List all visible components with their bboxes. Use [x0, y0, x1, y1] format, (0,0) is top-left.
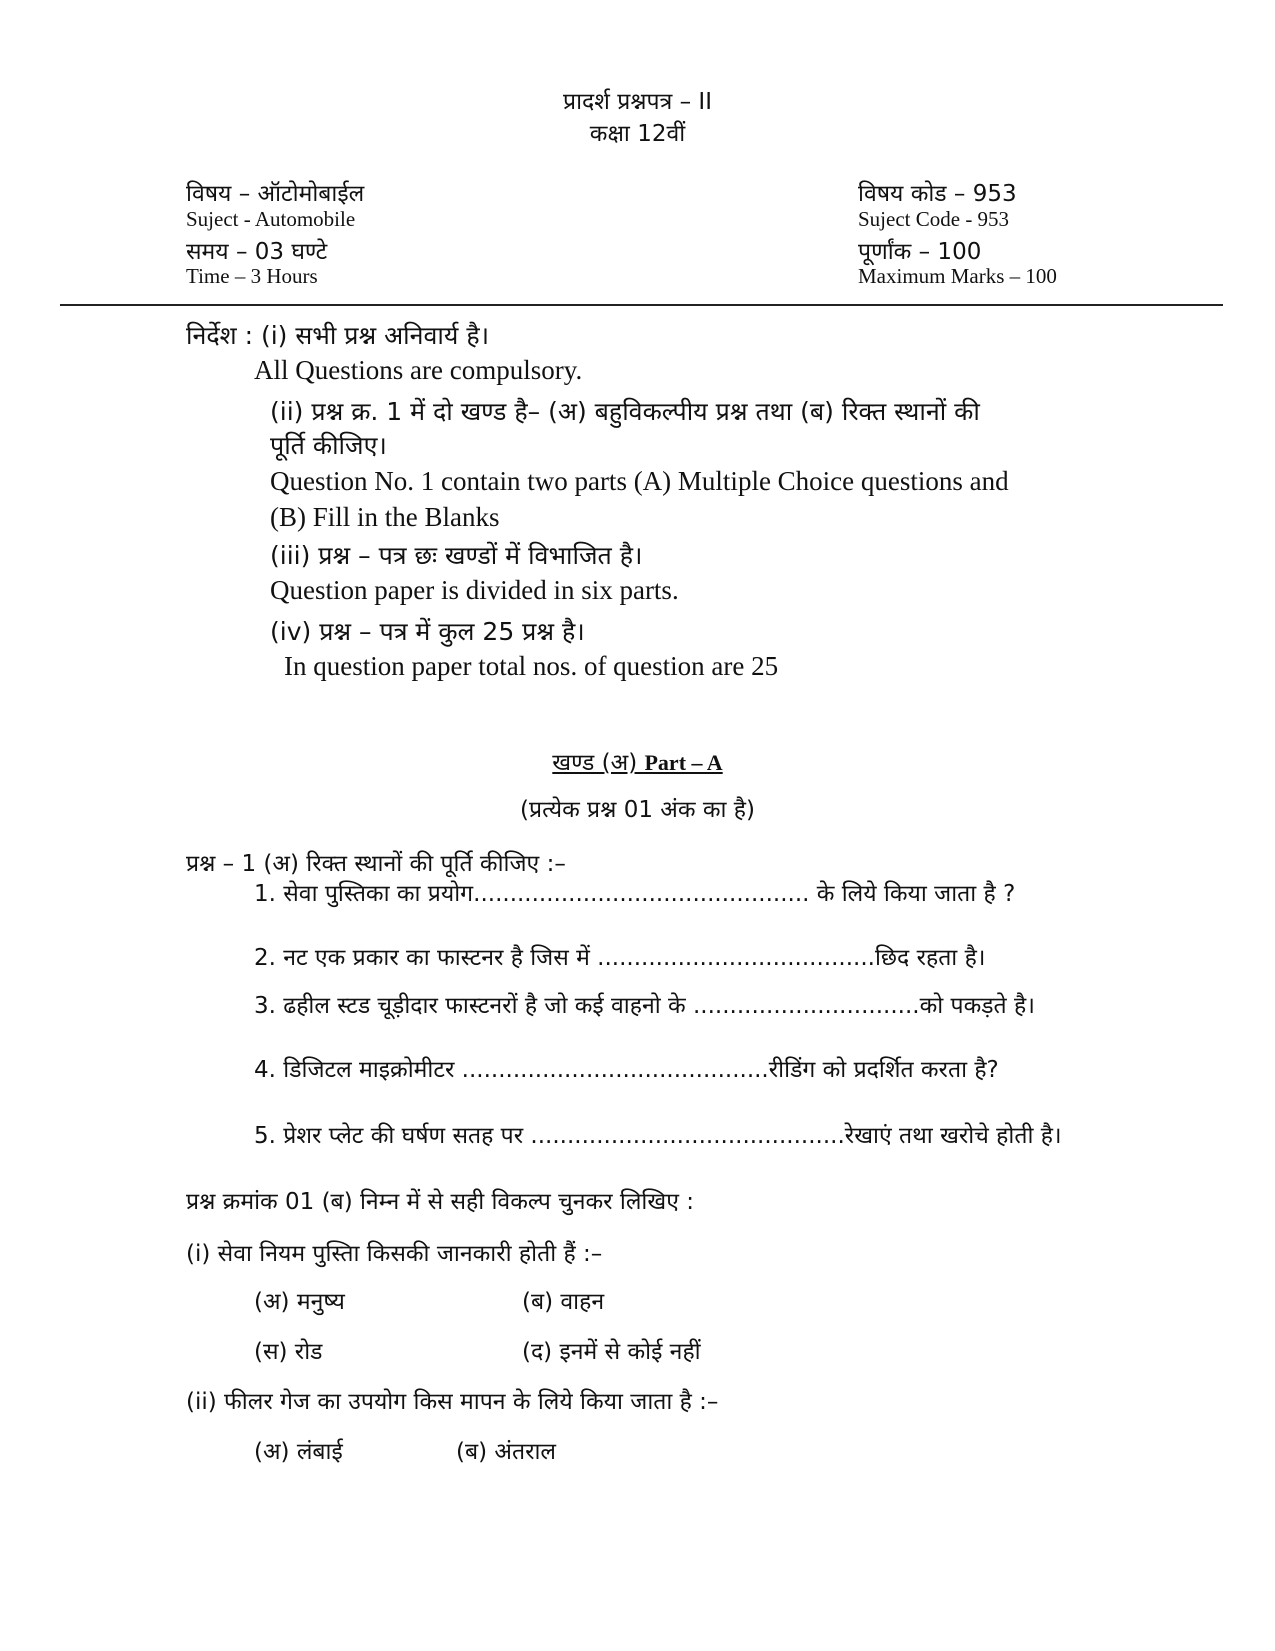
instruction-ii-english-line2: (B) Fill in the Blanks	[270, 502, 500, 532]
subject-code-hindi: विषय कोड – 953	[858, 181, 1017, 207]
part-a-title-english: Part – A	[644, 750, 723, 775]
q1b-i-option-c: (स) रोड	[254, 1339, 323, 1365]
header-divider	[60, 304, 1223, 306]
instruction-ii-hindi-line2: पूर्ति कीजिए।	[270, 431, 387, 460]
instruction-iv-hindi: (iv) प्रश्न – पत्र में कुल 25 प्रश्न है।	[270, 617, 585, 646]
q1b-question-ii: (ii) फीलर गेज का उपयोग किस मापन के लिये किया जाता है :–	[186, 1389, 719, 1415]
q1a-item-4: 4. डिजिटल माइक्रोमीटर ..........................................रीडिंग को प्रदर्शित करता है?	[254, 1057, 999, 1083]
subject-code-english: Suject Code - 953	[858, 207, 1010, 231]
subject-english: Suject - Automobile	[186, 207, 356, 231]
instruction-iv-english: In question paper total nos. of question are 25	[284, 651, 779, 681]
max-marks-hindi: पूर्णांक – 100	[858, 239, 982, 265]
q1a-item-3: 3. ढहील स्टड चूड़ीदार फास्टनरों है जो कई वाहनो के ...............................को पकड़ते है।	[254, 993, 1035, 1019]
instruction-iii-hindi: (iii) प्रश्न – पत्र छः खण्डों में विभाजित है।	[270, 541, 643, 570]
q1b-ii-option-a: (अ) लंबाई	[254, 1439, 343, 1465]
q1a-item-2: 2. नट एक प्रकार का फास्टनर है जिस में ......................................छिद रहता है।	[254, 945, 986, 971]
class-label: कक्षा 12वीं	[589, 121, 686, 147]
q1a-item-5: 5. प्रेशर प्लेट की घर्षण सतह पर ...........................................रेखाएं तथा खरोचे होती है।	[254, 1123, 1062, 1149]
instruction-i-english: All Questions are compulsory.	[254, 355, 583, 385]
part-a-title	[0, 745, 1275, 777]
paper-title: प्रादर्श प्रश्नपत्र – II	[562, 89, 712, 115]
instruction-ii-hindi-line1: (ii) प्रश्न क्र. 1 में दो खण्ड है– (अ) बहुविकल्पीय प्रश्न तथा (ब) रिक्त स्थानों की	[270, 397, 980, 426]
q1b-i-option-d: (द) इनमें से कोई नहीं	[522, 1339, 701, 1365]
q1b-i-option-a: (अ) मनुष्य	[254, 1289, 345, 1315]
q1b-i-option-b: (ब) वाहन	[522, 1289, 605, 1315]
part-a-title-hindi: खण्ड (अ)	[552, 750, 645, 776]
q1a-heading: प्रश्न – 1 (अ) रिक्त स्थानों की पूर्ति कीजिए :–	[186, 851, 566, 877]
q1a-item-1: 1. सेवा पुस्तिका का प्रयोग.............................................. के लिये किया जाता है ?	[254, 881, 1016, 907]
instruction-ii-english-line1: Question No. 1 contain two parts (A) Multiple Choice questions and	[270, 466, 1009, 496]
instruction-iii-english: Question paper is divided in six parts.	[270, 575, 679, 605]
q1b-question-i: (i) सेवा नियम पुस्तिा किसकी जानकारी होती हैं :–	[186, 1241, 603, 1267]
time-hindi: समय – 03 घण्टे	[186, 239, 328, 265]
q1b-ii-option-b: (ब) अंतराल	[456, 1439, 557, 1465]
subject-hindi: विषय – ऑटोमोबाईल	[186, 181, 365, 207]
q1b-heading: प्रश्न क्रमांक 01 (ब) निम्न में से सही विकल्प चुनकर लिखिए :	[186, 1189, 694, 1215]
time-english: Time – 3 Hours	[186, 264, 318, 288]
instruction-i-hindi: निर्देश : (i) सभी प्रश्न अनिवार्य है।	[186, 321, 490, 350]
max-marks-english: Maximum Marks – 100	[858, 264, 1057, 288]
part-a-marks-note: (प्रत्येक प्रश्न 01 अंक का है)	[520, 797, 755, 823]
